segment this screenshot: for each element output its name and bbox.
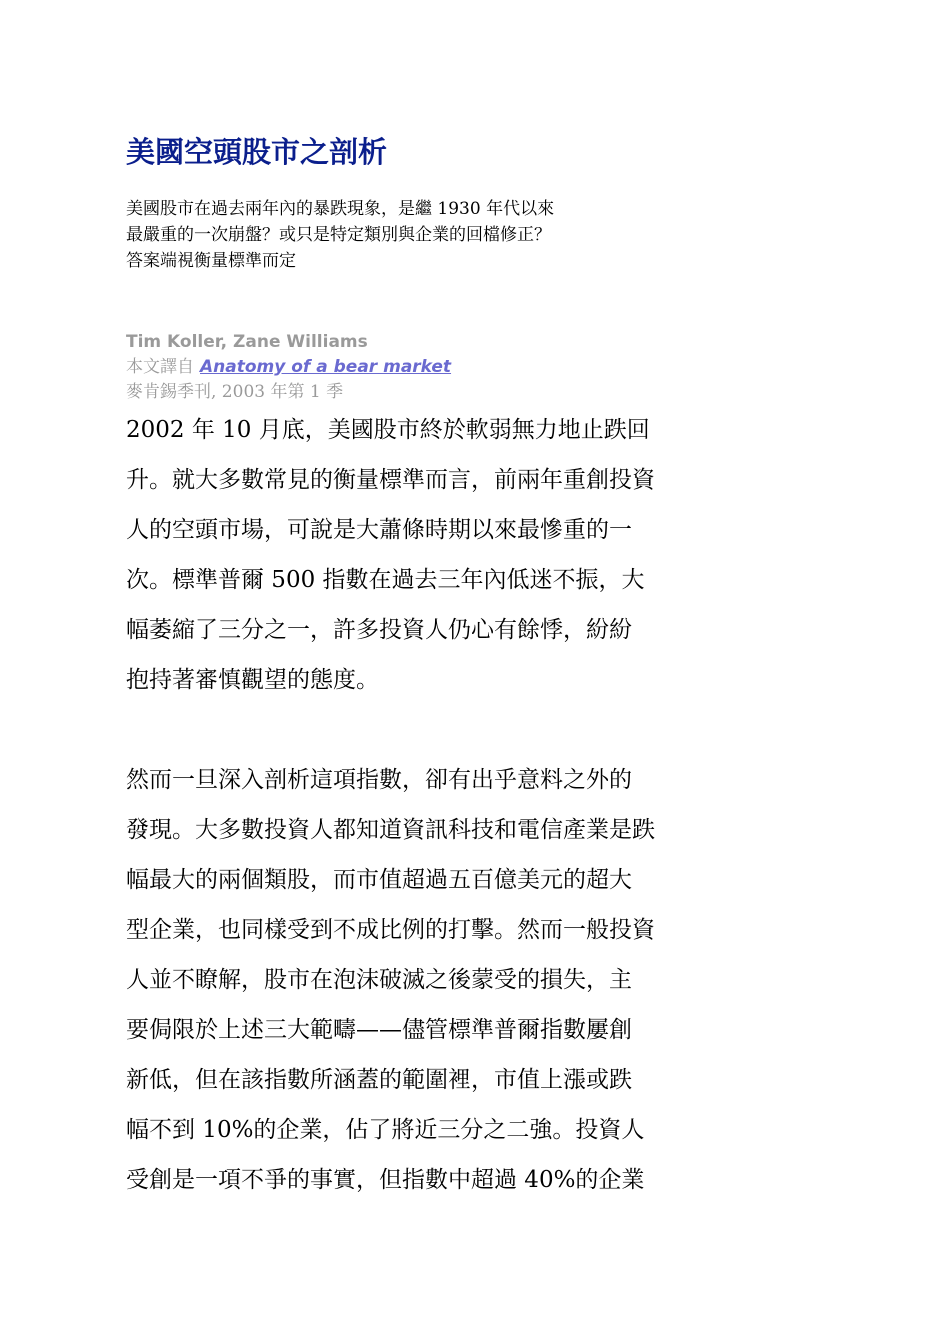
article (126, 130, 716, 1205)
text-line: 人的空頭市場，可說是大蕭條時期以來最慘重的一 (126, 517, 632, 543)
text-line: 受創是一項不爭的事實，但指數中超過 40%的企業 (126, 1167, 645, 1193)
issue-line: 麥肯錫季刊, 2003 年第 1 季 (126, 382, 344, 402)
text-line: 2002 年 10 月底，美國股市終於軟弱無力地止跌回 (126, 417, 650, 443)
text-line: 然而一旦深入剖析這項指數，卻有出乎意料之外的 (126, 767, 632, 793)
text-line: 幅不到 10%的企業，佔了將近三分之二強。投資人 (126, 1117, 645, 1143)
subtitle-line: 最嚴重的一次崩盤？或只是特定類別與企業的回檔修正？ (126, 225, 551, 245)
text-line: 發現。大多數投資人都知道資訊科技和電信產業是跌 (126, 817, 655, 843)
text-line: 次。標準普爾 500 指數在過去三年內低迷不振，大 (126, 567, 645, 593)
text-line: 升。就大多數常見的衡量標準而言，前兩年重創投資 (126, 467, 655, 493)
text-line: 幅萎縮了三分之一，許多投資人仍心有餘悸，紛紛 (126, 617, 632, 643)
source-link[interactable]: Anatomy of a bear market (200, 357, 452, 377)
source-prefix: 本文譯自 (126, 357, 194, 377)
text-line: 幅最大的兩個類股，而市值超過五百億美元的超大 (126, 867, 632, 893)
article-subtitle (126, 196, 716, 274)
subtitle-line: 美國股市在過去兩年內的暴跌現象，是繼 1930 年代以來 (126, 199, 555, 219)
source-line (126, 355, 716, 380)
paragraph-1 (126, 405, 716, 705)
article-title: 美國空頭股市之剖析 (126, 135, 388, 169)
paragraph-2 (126, 755, 716, 1205)
text-line: 要侷限於上述三大範疇——儘管標準普爾指數屢創 (126, 1017, 632, 1043)
text-line: 新低，但在該指數所涵蓋的範圍裡，市值上漲或跌 (126, 1067, 632, 1093)
byline (126, 330, 716, 405)
authors: Tim Koller, Zane Williams (126, 332, 368, 352)
text-line: 型企業，也同樣受到不成比例的打擊。然而一般投資 (126, 917, 655, 943)
text-line: 抱持著審慎觀望的態度。 (126, 667, 379, 693)
text-line: 人並不瞭解，股市在泡沫破滅之後蒙受的損失，主 (126, 967, 632, 993)
subtitle-line: 答案端視衡量標準而定 (126, 251, 296, 271)
